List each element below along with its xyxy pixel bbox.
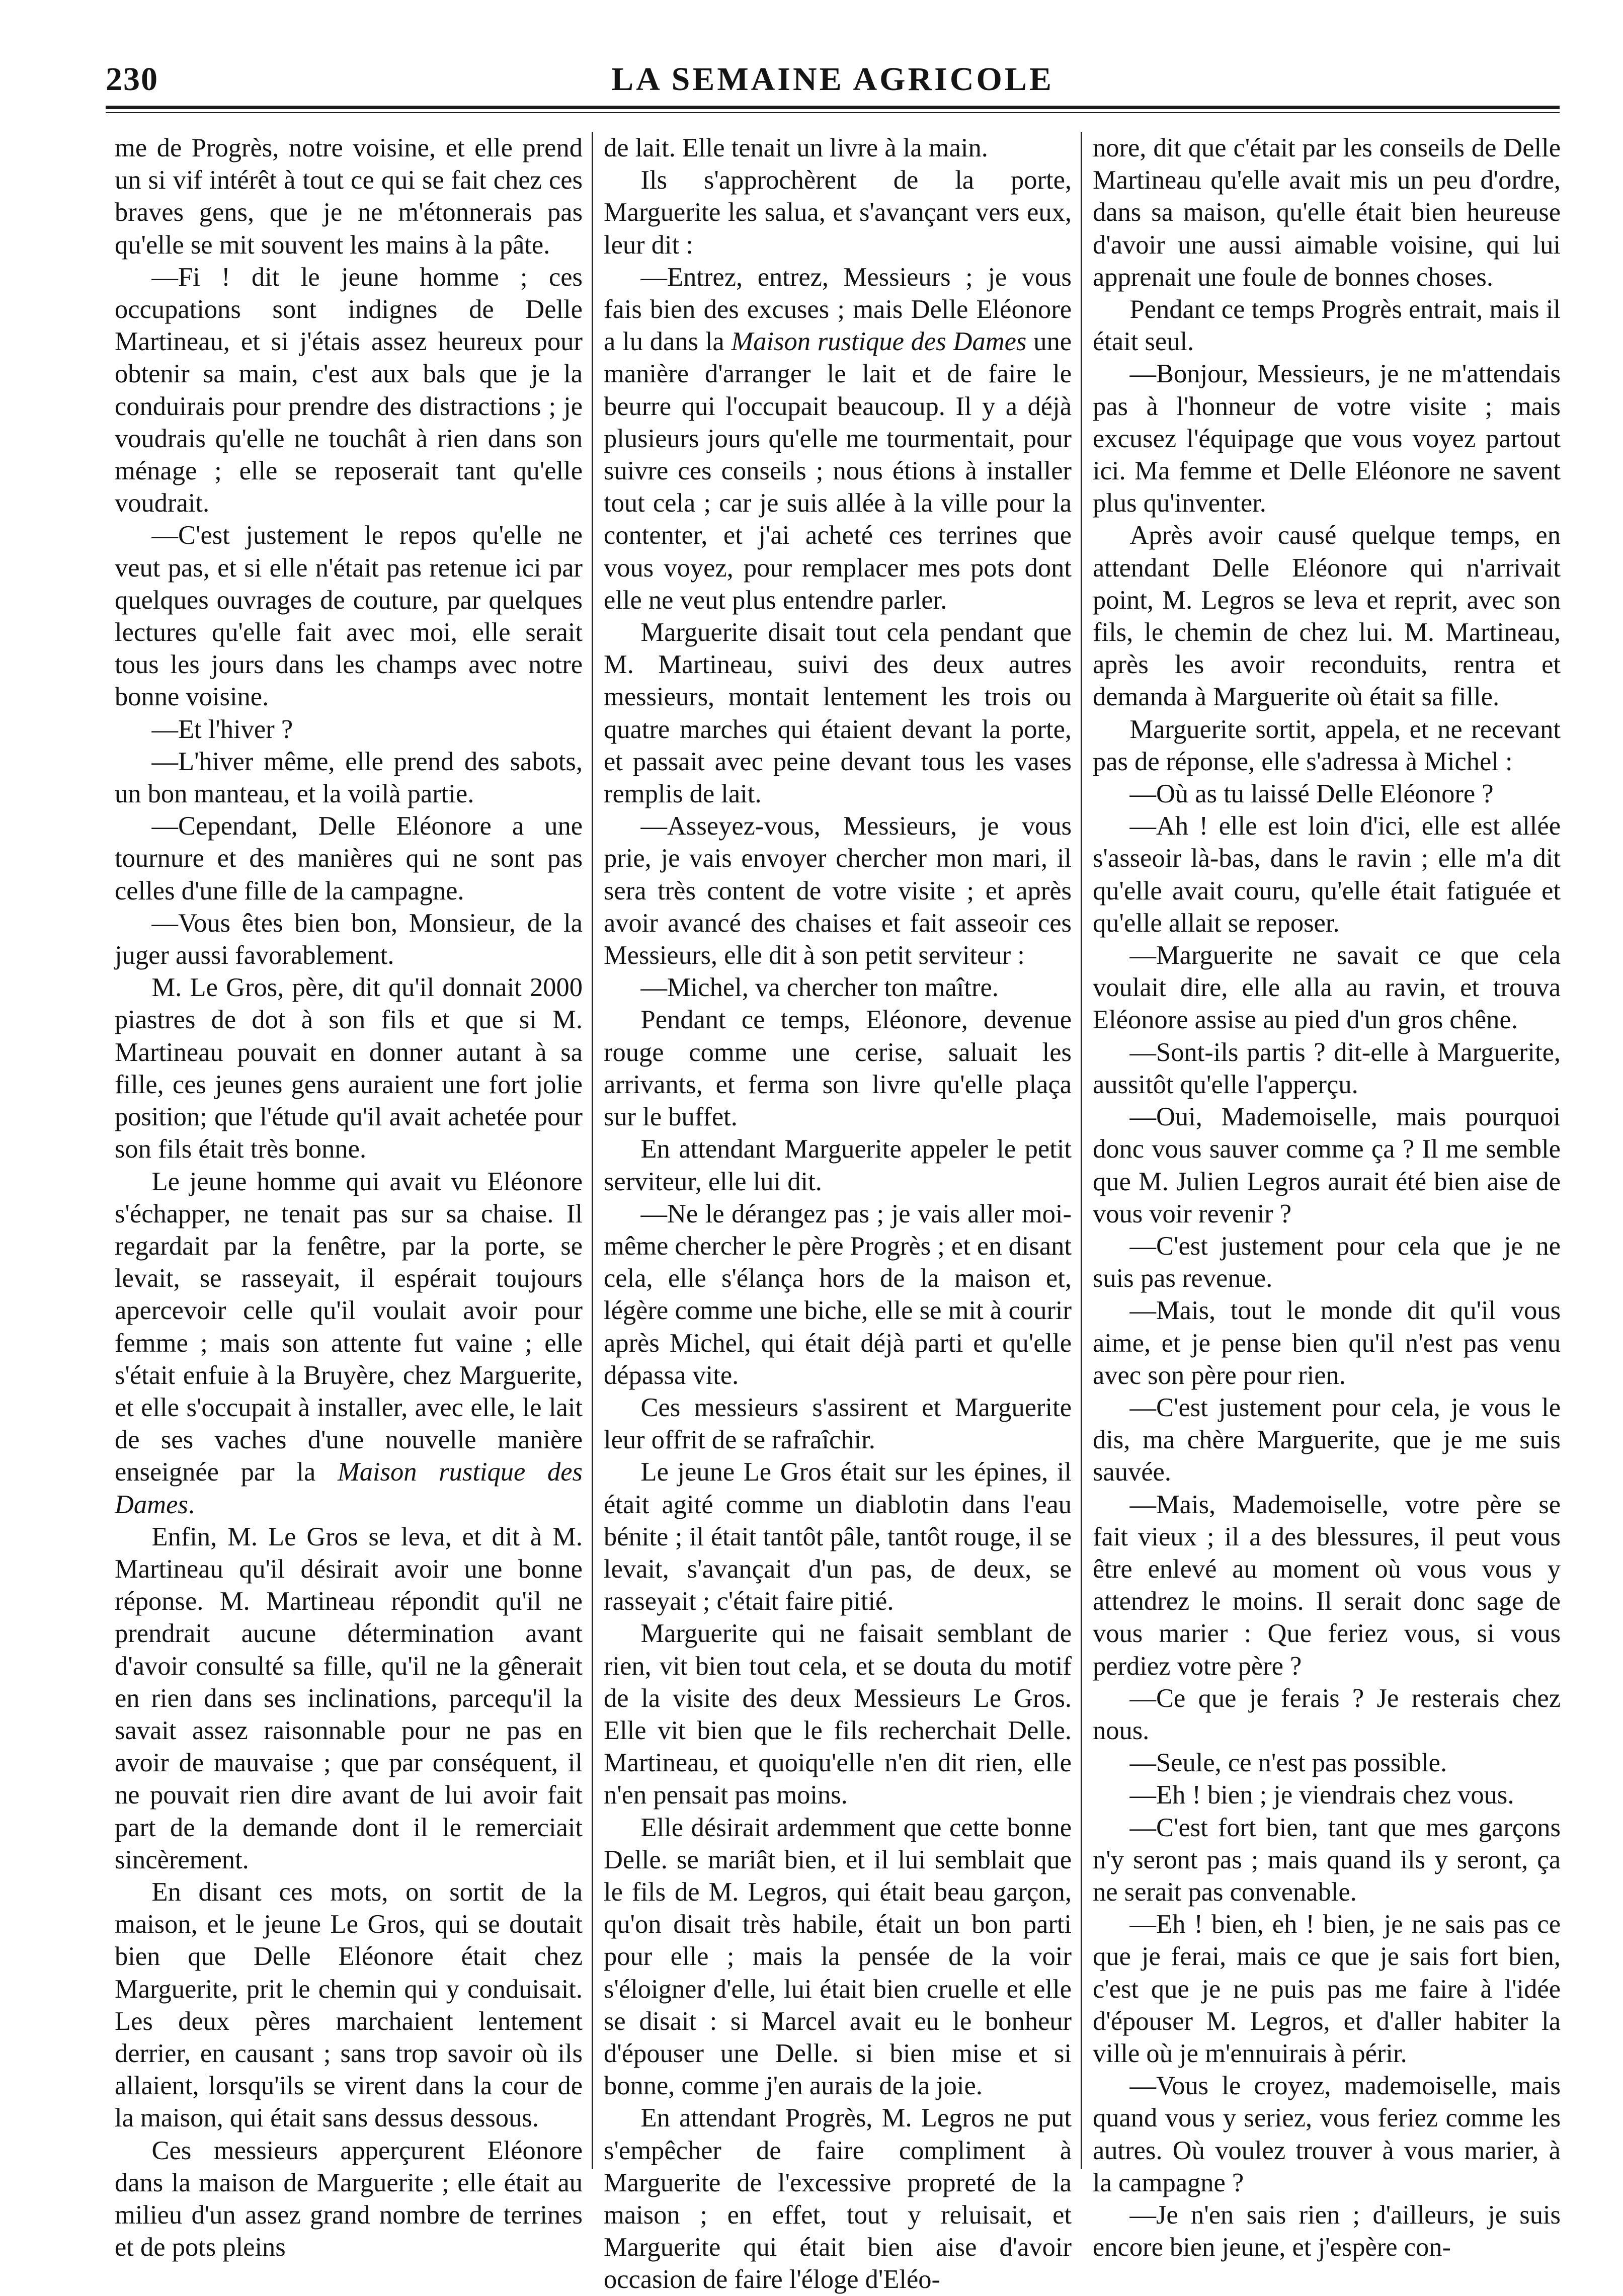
paragraph [1093,293,1561,358]
paragraph [1093,1682,1561,1747]
text-run: —Marguerite ne savait ce que cela voulait dire, elle alla au ravin, et trouva Eléonore assise au pied d'un gros chêne. [1093,941,1561,1035]
text-run: —Ce que je ferais ? Je resterais chez nous. [1093,1683,1561,1745]
header-rule-thin [106,112,1560,113]
paragraph [1093,1036,1561,1101]
paragraph [115,810,583,907]
paragraph [604,261,1072,616]
column-2 [604,132,1072,2294]
text-run: me de Progrès, notre voisine, et elle prend un si vif intérêt à tout ce qui se fait chez ces braves gens, que je ne m'étonnerais pas qu'elle se mit souvent les mains à la pâte. [115,133,583,260]
text-run: —Asseyez-vous, Messieurs, je vous prie, je vais envoyer chercher mon mari, il sera très content de votre visite ; et après avoir avancé des chaises et fait asseoir ces Messieurs, elle dit à son petit serviteur : [604,811,1072,970]
paragraph [604,1133,1072,1197]
text-run: —Sont-ils partis ? dit-elle à Marguerite, aussitôt qu'elle l'apperçu. [1093,1037,1561,1099]
running-header [106,60,1560,106]
text-run: Le jeune Le Gros était sur les épines, il était agité comme un diablotin dans l'eau bénite ; il était tantôt pâle, tantôt rouge, il se levait, s'avançait d'un pas, de deux, se rasseyait ; c'était faire pitié. [604,1457,1072,1616]
paragraph [1093,1489,1561,1682]
text-run: —Vous êtes bien bon, Monsieur, de la juger aussi favorablement. [115,908,583,970]
text-run: M. Le Gros, père, dit qu'il donnait 2000 piastres de dot à son fils et que si M. Martineau pouvait en donner autant à sa fille, ces jeunes gens auraient une fort jolie position; que l'étude qu'il avait achetée pour son fils était très bonne. [115,973,583,1164]
column-divider [1081,132,1082,2169]
text-run: Ces messieurs apperçurent Eléonore dans la maison de Marguerite ; elle était au milieu d'un assez grand nombre de terrines et de pots pleins [115,2136,583,2262]
paragraph [1093,1812,1561,1909]
paragraph [604,164,1072,261]
column-3 [1093,132,1561,2262]
text-run: —Mais, tout le monde dit qu'il vous aime, et je pense bien qu'il n'est pas venu avec son père pour rien. [1093,1296,1561,1390]
text-run: —Entrez, entrez, Messieurs ; je vous fais bien des excuses ; mais Delle Eléonore a lu dans la [604,262,1072,357]
paragraph [115,1166,583,1521]
paragraph [1093,939,1561,1036]
text-run: —Oui, Mademoiselle, mais pourquoi donc vous sauver comme ça ? Il me semble que M. Julien Legros aurait été bien aise de vous voir revenir ? [1093,1102,1561,1228]
paragraph [1093,358,1561,519]
text-run: une manière d'arranger le lait et de faire le beurre qui l'occupait beaucoup. Il y a déjà plusieurs jours qu'elle me tourmentait, pour suivre ces conseils ; nous étions à installer tout cela ; car je suis allée à la ville pour la contenter, et j'ai acheté ces terrines que vous voyez, pour remplacer mes pots dont elle ne veut plus entendre parler. [604,327,1072,615]
text-run: En attendant Progrès, M. Legros ne put s'empêcher de faire compliment à Marguerite de l'excessive propreté de la maison ; en effet, tout y reluisait, et Marguerite qui était bien aise d'avoir occasion de faire l'éloge d'Eléo- [604,2103,1072,2294]
paragraph [1093,1747,1561,1779]
paragraph [1093,2199,1561,2263]
paragraph [1093,1779,1561,1811]
paragraph [115,132,583,261]
text-run: nore, dit que c'était par les conseils de Delle Martineau qu'elle avait mis un peu d'ordre, dans sa maison, qu'elle était bien heureuse d'avoir une aussi aimable voisine, qui lui apprenait une foule de bonnes choses. [1093,133,1561,292]
text-run: —Mais, Mademoiselle, votre père se fait vieux ; il a des blessures, il peut vous être enlevé au moment où vous vous y attendrez le moins. Il serait donc sage de vous marier : Que feriez vous, si vous perdiez votre père ? [1093,1490,1561,1681]
text-run: Pendant ce temps, Eléonore, devenue rouge comme une cerise, saluait les arrivants, et ferma son livre qu'elle plaça sur le buffet. [604,1005,1072,1132]
text-run: Pendant ce temps Progrès entrait, mais il était seul. [1093,295,1561,357]
column-1 [115,132,583,2262]
paragraph [1093,1908,1561,2070]
text-run: Elle désirait ardemment que cette bonne Delle. se mariât bien, et il lui semblait que le fils de M. Legros, qui était beau garçon, qu'on disait très habile, était un bon parti pour elle ; mais la pensée de la voir s'éloigner d'elle, lui était bien cruelle et elle se disait : si Marcel avait eu le bonheur d'épouser une Delle. si bien mise et si bonne, comme j'en aurais de la joie. [604,1813,1072,2101]
text-run: —Bonjour, Messieurs, je ne m'attendais pas à l'honneur de votre visite ; mais excusez l'équipage que vous voyez partout ici. Ma femme et Delle Eléonore ne savent plus qu'inventer. [1093,359,1561,518]
text-run: —Et l'hiver ? [151,714,293,744]
text-run: —Où as tu laissé Delle Eléonore ? [1129,779,1494,809]
text-run: —Eh ! bien ; je viendrais chez vous. [1129,1780,1514,1810]
paragraph [1093,1101,1561,1230]
text-run: —Eh ! bien, eh ! bien, je ne sais pas ce que je ferai, mais ce que je sais fort bien, c'est que je ne puis pas me faire à l'idée d'épouser M. Legros, et d'aller habiter la ville où je m'ennuirais à périr. [1093,1910,1561,2068]
paragraph [604,2102,1072,2295]
paragraph [604,971,1072,1004]
italic-title: Maison rustique des Dames [731,327,1027,357]
paragraph [604,810,1072,971]
paragraph [1093,2070,1561,2199]
text-run: —Je n'en sais rien ; d'ailleurs, je suis encore bien jeune, et j'espère con- [1093,2200,1561,2262]
paragraph [115,1876,583,2135]
text-run: —Fi ! dit le jeune homme ; ces occupations sont indignes de Delle Martineau, et si j'étais assez heureux pour obtenir sa main, c'est aux bals que je la conduirais pour prendre des distractions ; je voudrais qu'elle ne touchât à rien dans son ménage ; elle se reposerait tant qu'elle voudrait. [115,262,583,518]
paragraph [604,1617,1072,1811]
paragraph [1093,713,1561,778]
text-run: —Seule, ce n'est pas possible. [1129,1748,1447,1778]
text-columns [115,132,1561,2294]
paragraph [604,132,1072,164]
text-run: —Michel, va chercher ton maître. [640,973,999,1003]
text-run: —Ne le dérangez pas ; je vais aller moi-même chercher le père Progrès ; et en disant cela, elle s'élança hors de la maison et, légère comme une biche, elle se mit à courir après Michel, qui était déjà parti et qu'elle dépassa vite. [604,1199,1072,1390]
paragraph [1093,778,1561,810]
text-run: —Vous le croyez, mademoiselle, mais quand vous y seriez, vous feriez comme les autres. Où voulez trouver à vous marier, à la campagne ? [1093,2071,1561,2197]
header-rule-thick [106,106,1560,109]
paragraph [1093,519,1561,713]
text-run: Ils s'approchèrent de la porte, Marguerite les salua, et s'avançant vers eux, leur dit : [604,166,1072,260]
italic-title: Maison rustique des Dames [115,1457,583,1519]
paragraph [604,1391,1072,1456]
text-run: Marguerite sortit, appela, et ne recevant pas de réponse, elle s'adressa à Michel : [1093,714,1561,776]
paragraph [115,746,583,810]
text-run: Marguerite disait tout cela pendant que M. Martineau, suivi des deux autres messieurs, montait lentement les trois ou quatre marches qui étaient devant la porte, et passait avec peine devant tous les vases remplis de lait. [604,618,1072,809]
text-run: de lait. Elle tenait un livre à la main. [604,133,988,162]
paragraph [115,907,583,971]
paragraph [1093,1230,1561,1294]
paragraph [604,1004,1072,1133]
text-run: —C'est justement le repos qu'elle ne veut pas, et si elle n'était pas retenue ici par quelques ouvrages de couture, par quelques lectures qu'elle fait avec moi, elle serait tous les jours dans les champs avec notre bonne voisine. [115,521,583,712]
paragraph [1093,1294,1561,1391]
text-run: Marguerite qui ne faisait semblant de rien, vit bien tout cela, et se douta du motif de la visite des deux Messieurs Le Gros. Elle vit bien que le fils recherchait Delle. Martineau, et quoiqu'elle n'en dit rien, elle n'en pensait pas moins. [604,1619,1072,1810]
paragraph [115,713,583,746]
text-run: —C'est justement pour cela que je ne suis pas revenue. [1093,1231,1561,1293]
paragraph [115,2135,583,2264]
paragraph [1093,132,1561,293]
text-run: —L'hiver même, elle prend des sabots, un bon manteau, et la voilà partie. [115,747,583,809]
paragraph [1093,1391,1561,1489]
paragraph [604,1198,1072,1391]
text-run: —C'est fort bien, tant que mes garçons n'y seront pas ; mais quand ils y seront, ça ne serait pas convenable. [1093,1813,1561,1907]
text-run: Après avoir causé quelque temps, en attendant Delle Eléonore qui n'arrivait point, M. Legros se leva et reprit, avec son fils, le chemin de chez lui. M. Martineau, après les avoir reconduits, rentra et demanda à Marguerite où était sa fille. [1093,521,1561,712]
paragraph [115,519,583,713]
text-run: —Cependant, Delle Eléonore a une tournure et des manières qui ne sont pas celles d'une fille de la campagne. [115,811,583,906]
paragraph [115,1521,583,1876]
text-run: Enfin, M. Le Gros se leva, et dit à M. Martineau qu'il désirait avoir une bonne réponse. M. Martineau répondit qu'il ne prendrait aucune détermination avant d'avoir consulté sa fille, qu'il ne la gênerait en rien dans ses inclinations, parcequ'il la savait assez raisonnable pour ne pas en avoir de mauvaise ; que par conséquent, il ne pouvait rien dire avant de lui avoir fait part de la demande dont il le remerciait sincèrement. [115,1522,583,1874]
paragraph [604,1812,1072,2102]
text-run: —Ah ! elle est loin d'ici, elle est allée s'asseoir là-bas, dans le ravin ; elle m'a dit qu'elle avait couru, qu'elle était fatiguée et qu'elle allait se reposer. [1093,811,1561,938]
paragraph [115,261,583,520]
paragraph [1093,810,1561,939]
text-run: En disant ces mots, on sortit de la maison, et le jeune Le Gros, qui se doutait bien que Delle Eléonore était chez Marguerite, prit le chemin qui y conduisait. Les deux pères marchaient lentement derrier, en causant ; sans trop savoir où ils allaient, lorsqu'ils se virent dans la cour de la maison, qui était sans dessus dessous. [115,1877,583,2133]
text-run: Le jeune homme qui avait vu Eléonore s'échapper, ne tenait pas sur sa chaise. Il regardait par la fenêtre, par la porte, se levait, se rasseyait, il espérait toujours apercevoir celle qu'il voulait avoir pour femme ; mais son attente fut vaine ; elle s'était enfuie à la Bruyère, chez Marguerite, et elle s'occupait à installer, avec elle, le lait de ses vaches d'une nouvelle manière enseignée par la [115,1167,583,1487]
paragraph [604,1456,1072,1617]
paragraph [604,616,1072,810]
page-number: 230 [106,61,158,98]
publication-title: LA SEMAINE AGRICOLE [611,61,1054,98]
column-divider [592,132,593,2169]
text-run: En attendant Marguerite appeler le petit serviteur, elle lui dit. [604,1134,1072,1196]
text-run: . [188,1490,195,1519]
paragraph [115,971,583,1165]
text-run: —C'est justement pour cela, je vous le dis, ma chère Marguerite, que je me suis sauvée. [1093,1392,1561,1487]
text-run: Ces messieurs s'assirent et Marguerite leur offrit de se rafraîchir. [604,1392,1072,1455]
